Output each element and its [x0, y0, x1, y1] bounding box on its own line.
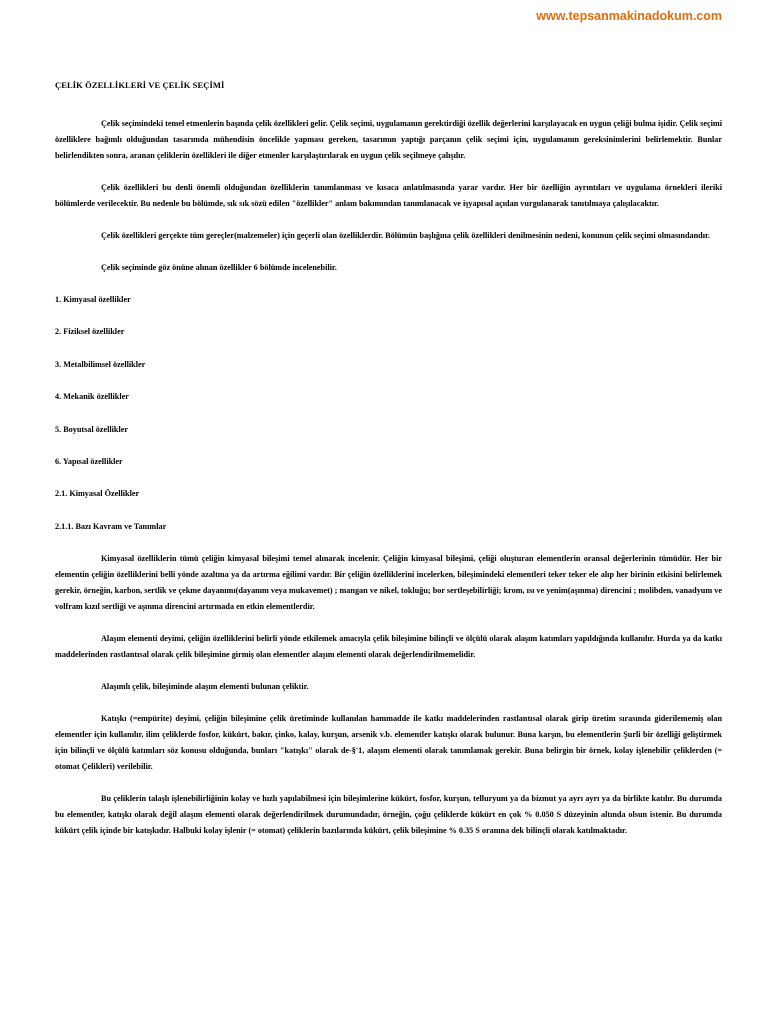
body-paragraph: Kimyasal özelliklerin tümü çeliğin kimyasal bileşimi temel alınarak incelenir. Çeliğin kimyasal bileşimi, çeliği oluşturan elementlerin oransal değerlerinin tümüdür. Her bir elementin çeliğin özelliklerini belli yönde azaltma ya da artırma eğilimi vardır. Bir çeliğin özelliklerini incelerken, bileşimindeki elementleri teker teker ele alıp her birinin etkisini belirlemek gerekir, örneğin, karbon, sertlik ve çekme dayanımı(dayanım veya mukavemet) ; mangan ve nikel, tokluğu; bor sertleşebilirliği; krom, ısı ve yenim(aşınma) direncini ; molibden, vanadyum ve volfram kızıl sertliği ve aşınma direncini artırmada en etkin elementlerdir.	[55, 554, 722, 612]
property-list-item: 2. Fiziksel özellikler	[55, 327, 125, 337]
intro-paragraph: Çelik seçiminde göz önüne alınan özellikler 6 bölümde incelenebilir.	[101, 263, 337, 272]
section-heading: 2.1. Kimyasal Özellikler	[55, 489, 140, 499]
body-paragraph: Bu çeliklerin talaşlı işlenebilirliğinin kolay ve hızlı yapılabilmesi için bileşimlerine kükürt, fosfor, kurşun, telluryum ya da bizmut ya ayrı ayrı ya da birlikte katılır. Bu durumda bu elementler, katışkı olarak değil alaşım elementi olarak değerlendirilmek durumundadır, örneğin, çoğu çeliklerde kükürt en çok % 0.050 S düzeyinin altında olsun istenir. Bu durumda kükürt çelik içinde bir katışkıdır. Halbuki kolay işlenir (= otomat) çeliklerin bazılarında kükürt, çelik bileşimine % 0.35 S oranına dek bilinçli olarak katılmaktadır.	[55, 794, 722, 836]
intro-paragraph: Çelik özellikleri gerçekte tüm gereçler(malzemeler) için geçerli olan özelliklerdir. Bölümün başlığına çelik özellikleri denilmesinin nedeni, konunun çelik seçimi olmasındandır.	[101, 231, 710, 240]
body-paragraph: Alaşım elementi deyimi, çeliğin özelliklerini belirli yönde etkilemek amacıyla çelik bileşimine bilinçli ve ölçülü olarak alaşım katımları yapıldığında kullanılır. Hurda ya da katkı maddelerinden rastlantısal olarak çelik bileşimine girmiş olan elementler alaşım elementi olarak değerlendirilmemelidir.	[55, 634, 722, 660]
body-paragraph: Katışkı (=empürite) deyimi, çeliğin bileşimine çelik üretiminde kullanılan hammadde ile katkı maddelerinden rastlantısal olarak girip üretim sırasında giderilememiş olan elementler için kullanılır, ilim çeliklerde fosfor, kükürt, bakır, çinko, kalay, kurşun, arsenik v.b. elementler katışkı olarak bulunur. Buna karşın, bu elementlerin Şurli bir özelliği geliştirmek için bilinçli ve ölçülü katımları söz konusu olduğunda, bunları "katışkı" olarak de-§'1, alaşım elementi olarak tanımlamak gerekir. Buna belirgin bir örnek, kolay işlenebilir çeliklerden (= otomat Çelikleri) verilebilir.	[55, 714, 722, 772]
document-page	[55, 80, 722, 855]
property-list-item: 5. Boyutsal özellikler	[55, 424, 128, 434]
property-list-item: 3. Metalbilimsel özellikler	[55, 359, 146, 369]
document-title: ÇELİK ÖZELLİKLERİ VE ÇELİK SEÇİMİ	[55, 80, 225, 90]
property-list-item: 6. Yapısal özellikler	[55, 456, 123, 466]
body-paragraph: Alaşımlı çelik, bileşiminde alaşım elementi bulunan çeliktir.	[101, 682, 309, 692]
site-url-link[interactable]: www.tepsanmakinadokum.com	[536, 9, 722, 23]
subsection-heading: 2.1.1. Bazı Kavram ve Tanımlar	[55, 521, 167, 531]
intro-paragraph: Çelik özellikleri bu denli önemli olduğundan özelliklerin tanımlanması ve kısaca anlatılmasında yarar vardır. Her bir özelliğin ayrıntıları ve uygulama örnekleri ileriki bölümlerde verilecektir. Bu nedenle bu bölümde, sık sık sözü edilen "özellikler" anlam bakımından tanımlanacak ve işyapısal açıdan vurgulanarak tanıtılmaya çalışılacaktır.	[55, 183, 722, 208]
property-list-item: 1. Kimyasal özellikler	[55, 295, 131, 304]
property-list-item: 4. Mekanik özellikler	[55, 392, 129, 402]
intro-paragraph: Çelik seçimindeki temel etmenlerin başında çelik özellikleri gelir. Çelik seçimi, uygulamanın gerektirdiği özellik değerlerini karşılayacak en uygun çeliği bulma işidir. Çelik seçimi özelliklere bağımlı olduğundan tasarımda mühendisin öncelikle yapması gereken, tasarımın yaptığı parçanın çelik seçimi için, uygulamanın gereksinimlerini belirlemektir. Bunlar belirlendikten sonra, aranan çeliklerin özellikleri ile diğer etmenler karşılaştırılarak en uygun çelik seçilmeye çalışılır.	[55, 119, 723, 160]
